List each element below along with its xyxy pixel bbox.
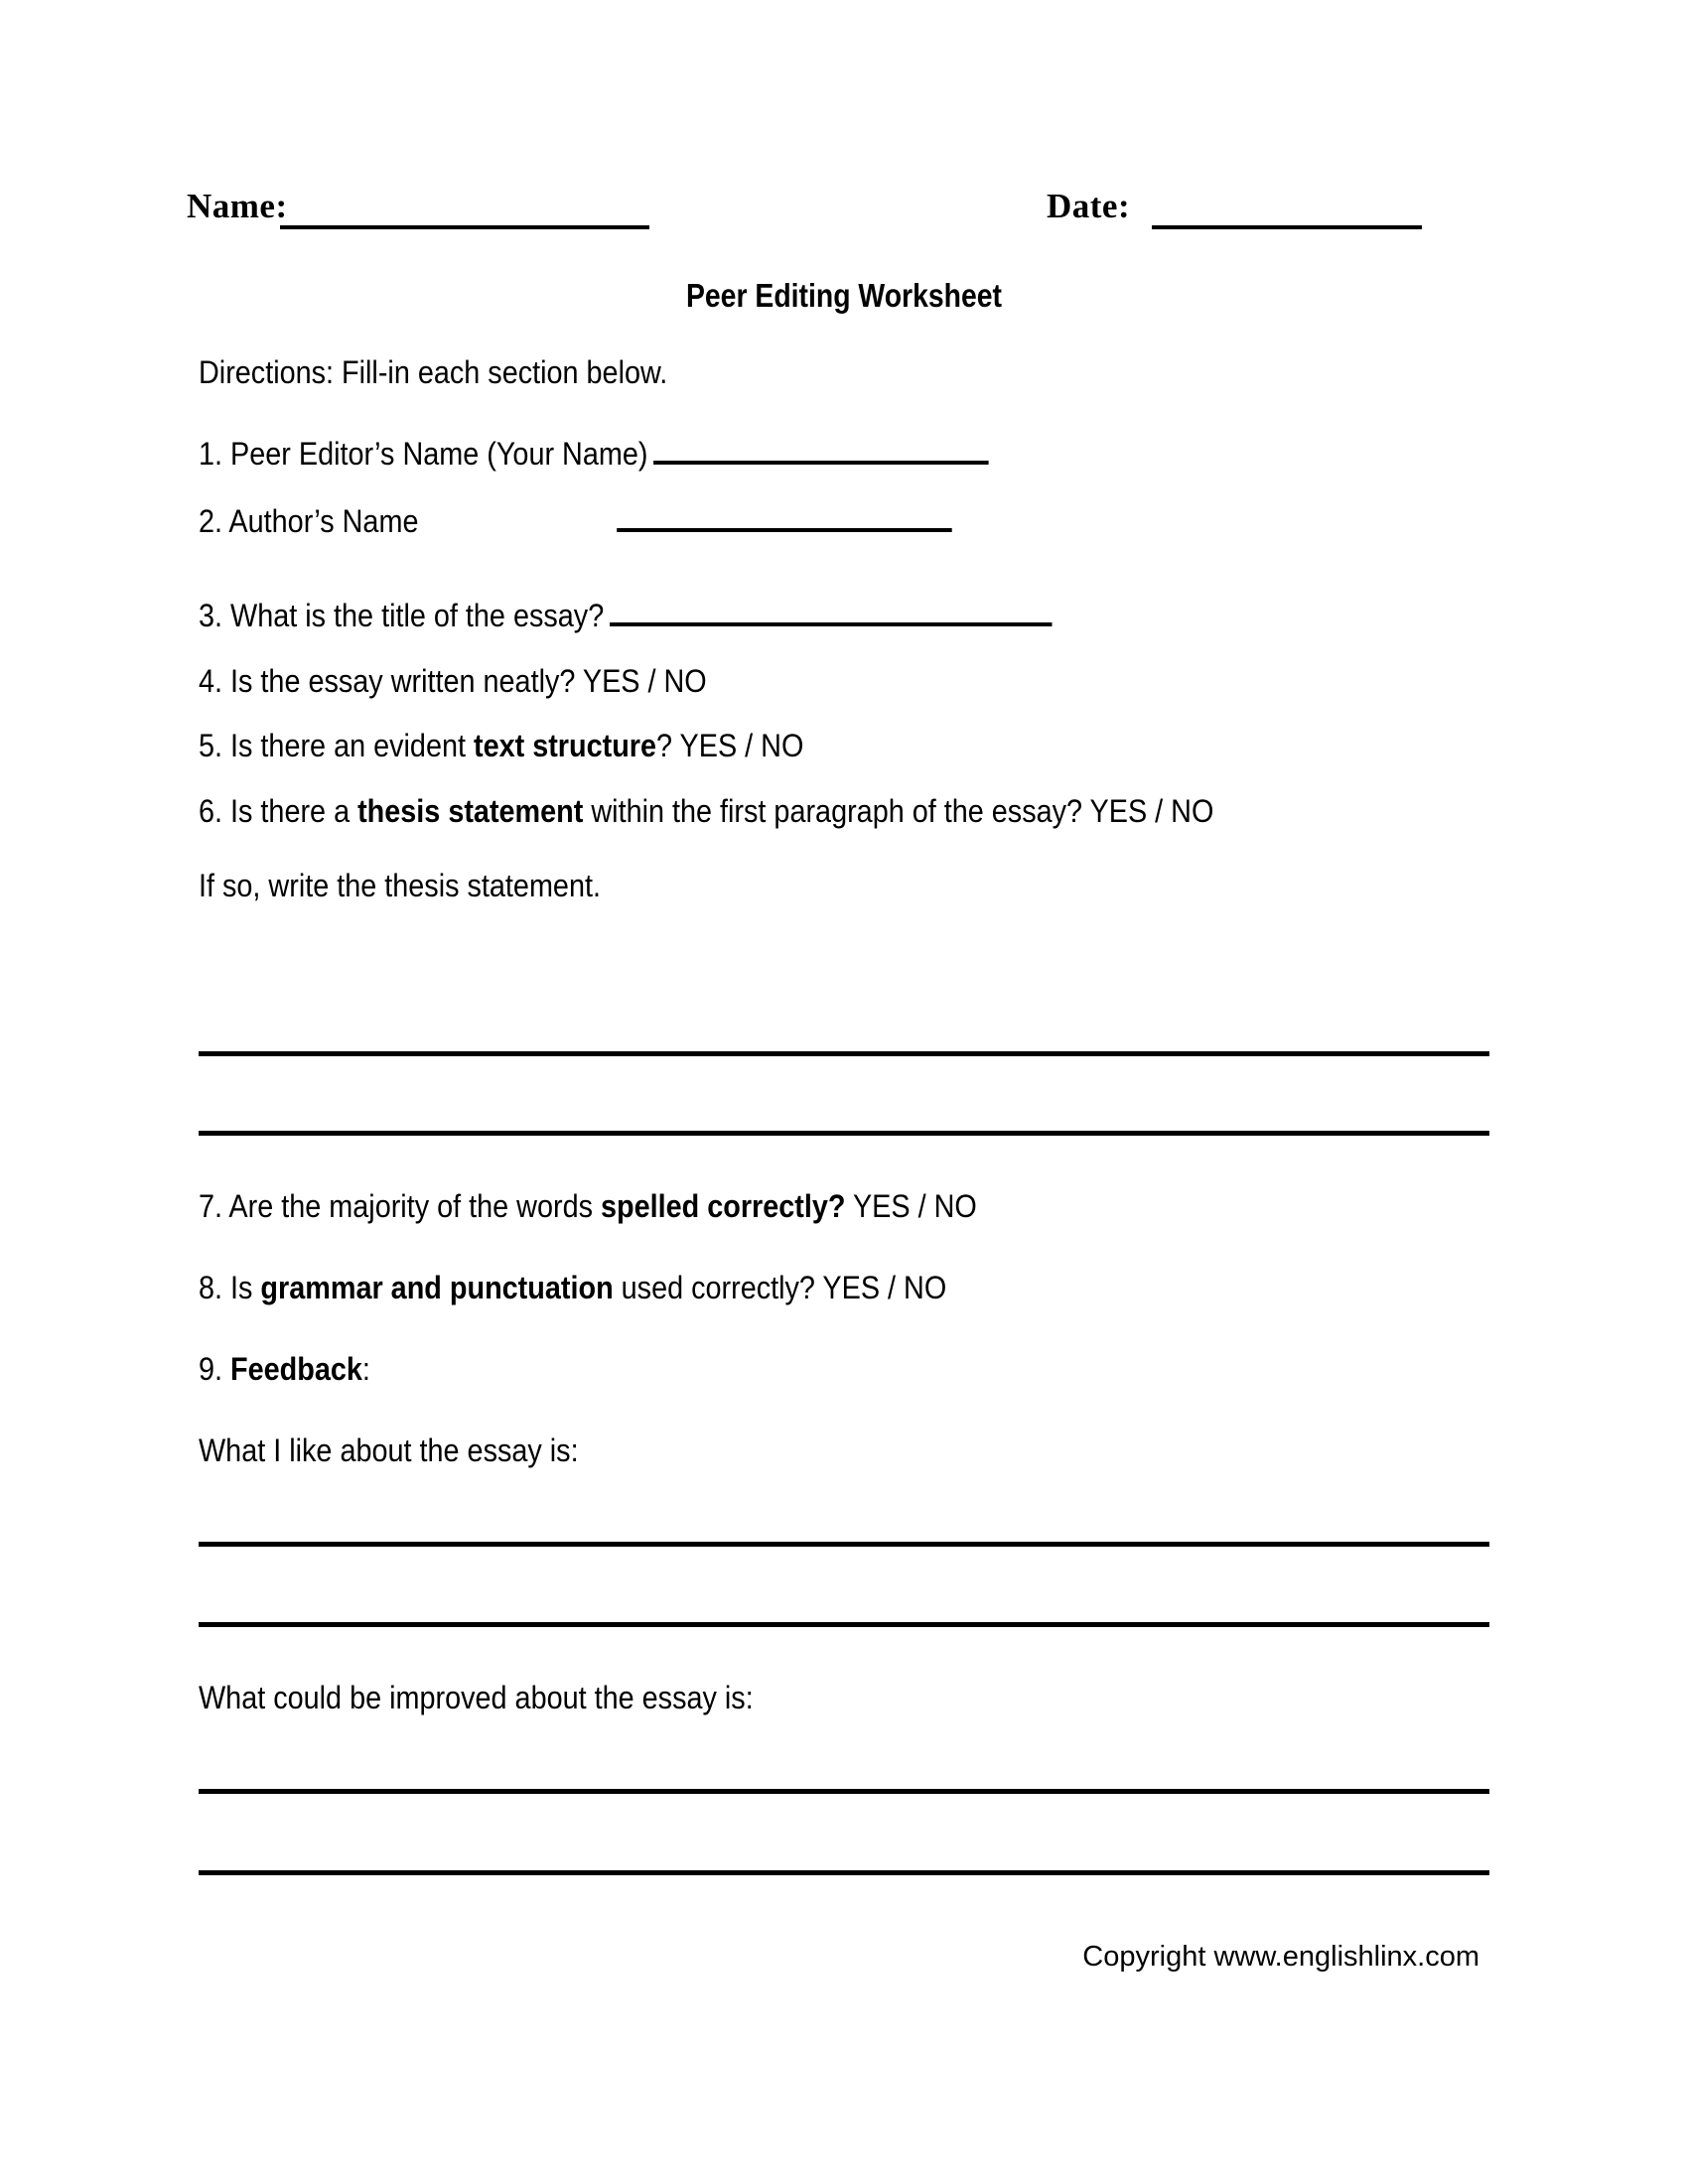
question-3-label: 3. What is the title of the essay? xyxy=(199,598,605,633)
question-1 xyxy=(199,434,1378,474)
question-9 xyxy=(199,1349,1378,1389)
question-2-label: 2. Author’s Name xyxy=(199,503,419,539)
feedback-like-line-2[interactable] xyxy=(199,1622,1489,1627)
question-7-suffix: YES / NO xyxy=(845,1188,977,1224)
page-title: Peer Editing Worksheet xyxy=(685,277,1003,314)
name-blank-line[interactable] xyxy=(280,225,649,229)
thesis-answer-line-1[interactable] xyxy=(199,1051,1489,1056)
question-9-suffix: : xyxy=(361,1351,370,1387)
question-5-prefix: 5. Is there an evident xyxy=(199,728,474,763)
question-5-suffix: ? YES / NO xyxy=(656,728,804,763)
feedback-like-line-1[interactable] xyxy=(199,1542,1489,1547)
question-7-emphasis: spelled correctly? xyxy=(600,1188,846,1224)
question-2 xyxy=(199,501,1378,541)
question-6-suffix: within the first paragraph of the essay? YES / NO xyxy=(583,793,1214,829)
date-blank-line[interactable] xyxy=(1152,225,1422,229)
question-8-prefix: 8. Is xyxy=(199,1270,261,1305)
feedback-improve-prompt: What could be improved about the essay is: xyxy=(199,1680,754,1715)
copyright-notice: Copyright www.englishlinx.com xyxy=(1082,1941,1479,1973)
question-2-blank-line[interactable] xyxy=(617,506,952,532)
question-4: 4. Is the essay written neatly? YES / NO xyxy=(199,663,707,699)
question-8-emphasis: grammar and punctuation xyxy=(260,1270,614,1305)
question-1-blank-line[interactable] xyxy=(653,439,988,465)
question-5 xyxy=(199,726,1378,765)
question-8-suffix: used correctly? YES / NO xyxy=(613,1270,947,1305)
directions-text: Directions: Fill-in each section below. xyxy=(199,354,668,390)
question-9-number: 9. xyxy=(199,1351,231,1387)
name-label: Name: xyxy=(187,187,288,225)
question-5-emphasis: text structure xyxy=(473,728,657,763)
question-6-followup: If so, write the thesis statement. xyxy=(199,868,601,903)
feedback-like-prompt: What I like about the essay is: xyxy=(199,1433,579,1468)
question-7 xyxy=(199,1186,1378,1226)
question-3-blank-line[interactable] xyxy=(610,601,1053,626)
question-6-prefix: 6. Is there a xyxy=(199,793,358,829)
question-8 xyxy=(199,1268,1378,1307)
question-9-emphasis: Feedback xyxy=(230,1351,362,1387)
question-1-label: 1. Peer Editor’s Name (Your Name) xyxy=(199,436,648,472)
name-date-header xyxy=(187,187,1487,236)
feedback-improve-line-1[interactable] xyxy=(199,1789,1489,1794)
question-6-emphasis: thesis statement xyxy=(357,793,584,829)
feedback-improve-line-2[interactable] xyxy=(199,1870,1489,1875)
question-7-prefix: 7. Are the majority of the words xyxy=(199,1188,601,1224)
date-label: Date: xyxy=(1047,187,1131,225)
question-3 xyxy=(199,596,1378,635)
question-6 xyxy=(199,791,1378,831)
thesis-answer-line-2[interactable] xyxy=(199,1131,1489,1136)
